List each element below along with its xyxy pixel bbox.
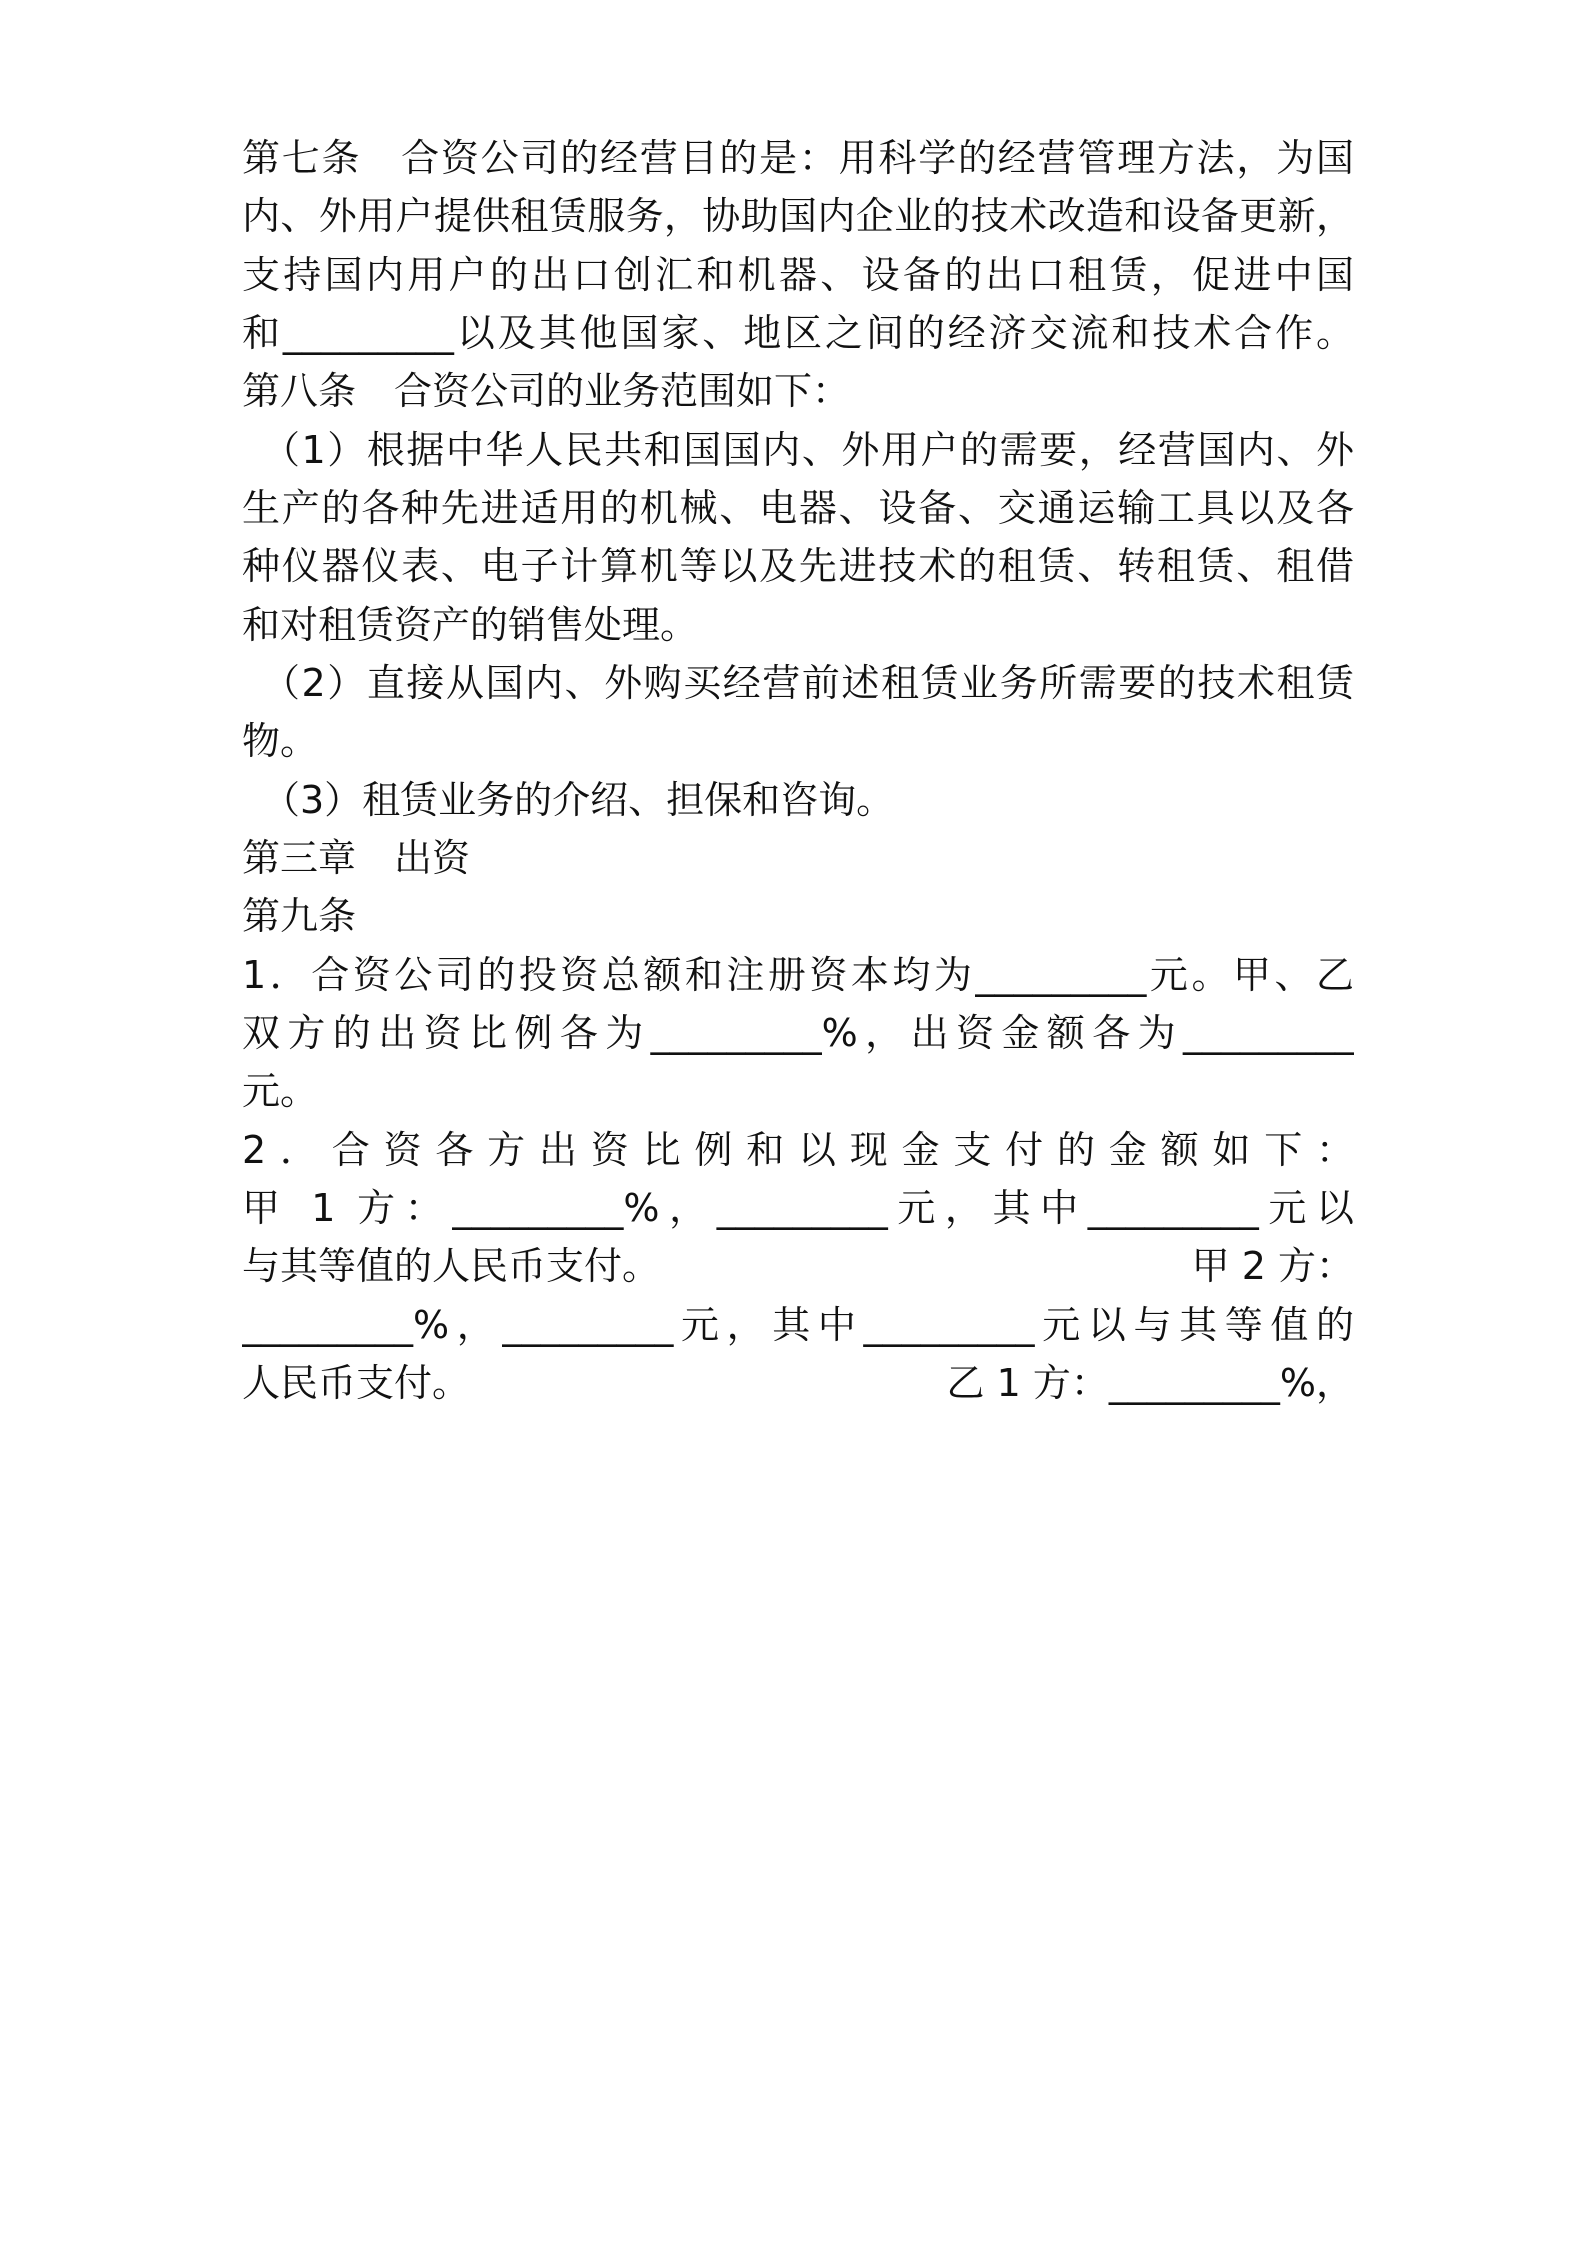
party-a2-payment-and-b1-line	[242, 1351, 1354, 1415]
party-a2-contribution-line: _________%，_________元，其中_________元以与其等值的	[242, 1303, 1354, 1347]
party-a1-payment-and-a2-line	[242, 1234, 1354, 1298]
article-9-heading: 第九条	[242, 894, 357, 938]
business-scope-item-2-line-1: （2）直接从国内、外购买经营前述租赁业务所需要的技术租赁	[262, 661, 1354, 705]
article-9-clause-1-line-2: 双方的出资比例各为_________%，出资金额各为_________	[242, 1011, 1354, 1055]
business-scope-item-2-line-2: 物。	[242, 719, 319, 763]
chapter-3-heading: 第三章 出资	[242, 836, 471, 880]
article-9-clause-1-line-3: 元。	[242, 1069, 319, 1113]
business-scope-item-1-line-4: 和对租赁资产的销售处理。	[242, 603, 699, 647]
article-8-heading: 第八条 合资公司的业务范围如下：	[242, 369, 851, 413]
party-b1-contribution-text: 乙 1 方：_________%，	[946, 1361, 1354, 1405]
party-a2-label: 甲 2 方：	[1191, 1244, 1354, 1288]
business-scope-item-1-line-1: （1）根据中华人民共和国国内、外用户的需要，经营国内、外	[262, 428, 1354, 472]
business-scope-item-1-line-3: 种仪器仪表、电子计算机等以及先进技术的租赁、转租赁、租借	[242, 544, 1354, 588]
article-7-line-1: 第七条 合资公司的经营目的是：用科学的经营管理方法，为国	[242, 136, 1354, 180]
business-scope-item-3: （3）租赁业务的介绍、担保和咨询。	[262, 778, 895, 822]
article-9-clause-2-line-1: 2．合资各方出资比例和以现金支付的金额如下：	[242, 1128, 1354, 1172]
party-a1-contribution-line: 甲 1 方：_________%，_________元，其中_________元以	[242, 1186, 1354, 1230]
article-7-line-4: 和_________以及其他国家、地区之间的经济交流和技术合作。	[242, 311, 1354, 355]
party-a2-payment-text: 人民币支付。	[242, 1361, 471, 1405]
article-7-line-3: 支持国内用户的出口创汇和机器、设备的出口租赁，促进中国	[242, 253, 1354, 297]
article-9-clause-1-line-1: 1．合资公司的投资总额和注册资本均为_________元。甲、乙	[242, 953, 1354, 997]
article-7-line-2: 内、外用户提供租赁服务，协助国内企业的技术改造和设备更新，	[242, 194, 1354, 238]
party-a1-payment-text: 与其等值的人民币支付。	[242, 1244, 661, 1288]
business-scope-item-1-line-2: 生产的各种先进适用的机械、电器、设备、交通运输工具以及各	[242, 486, 1354, 530]
